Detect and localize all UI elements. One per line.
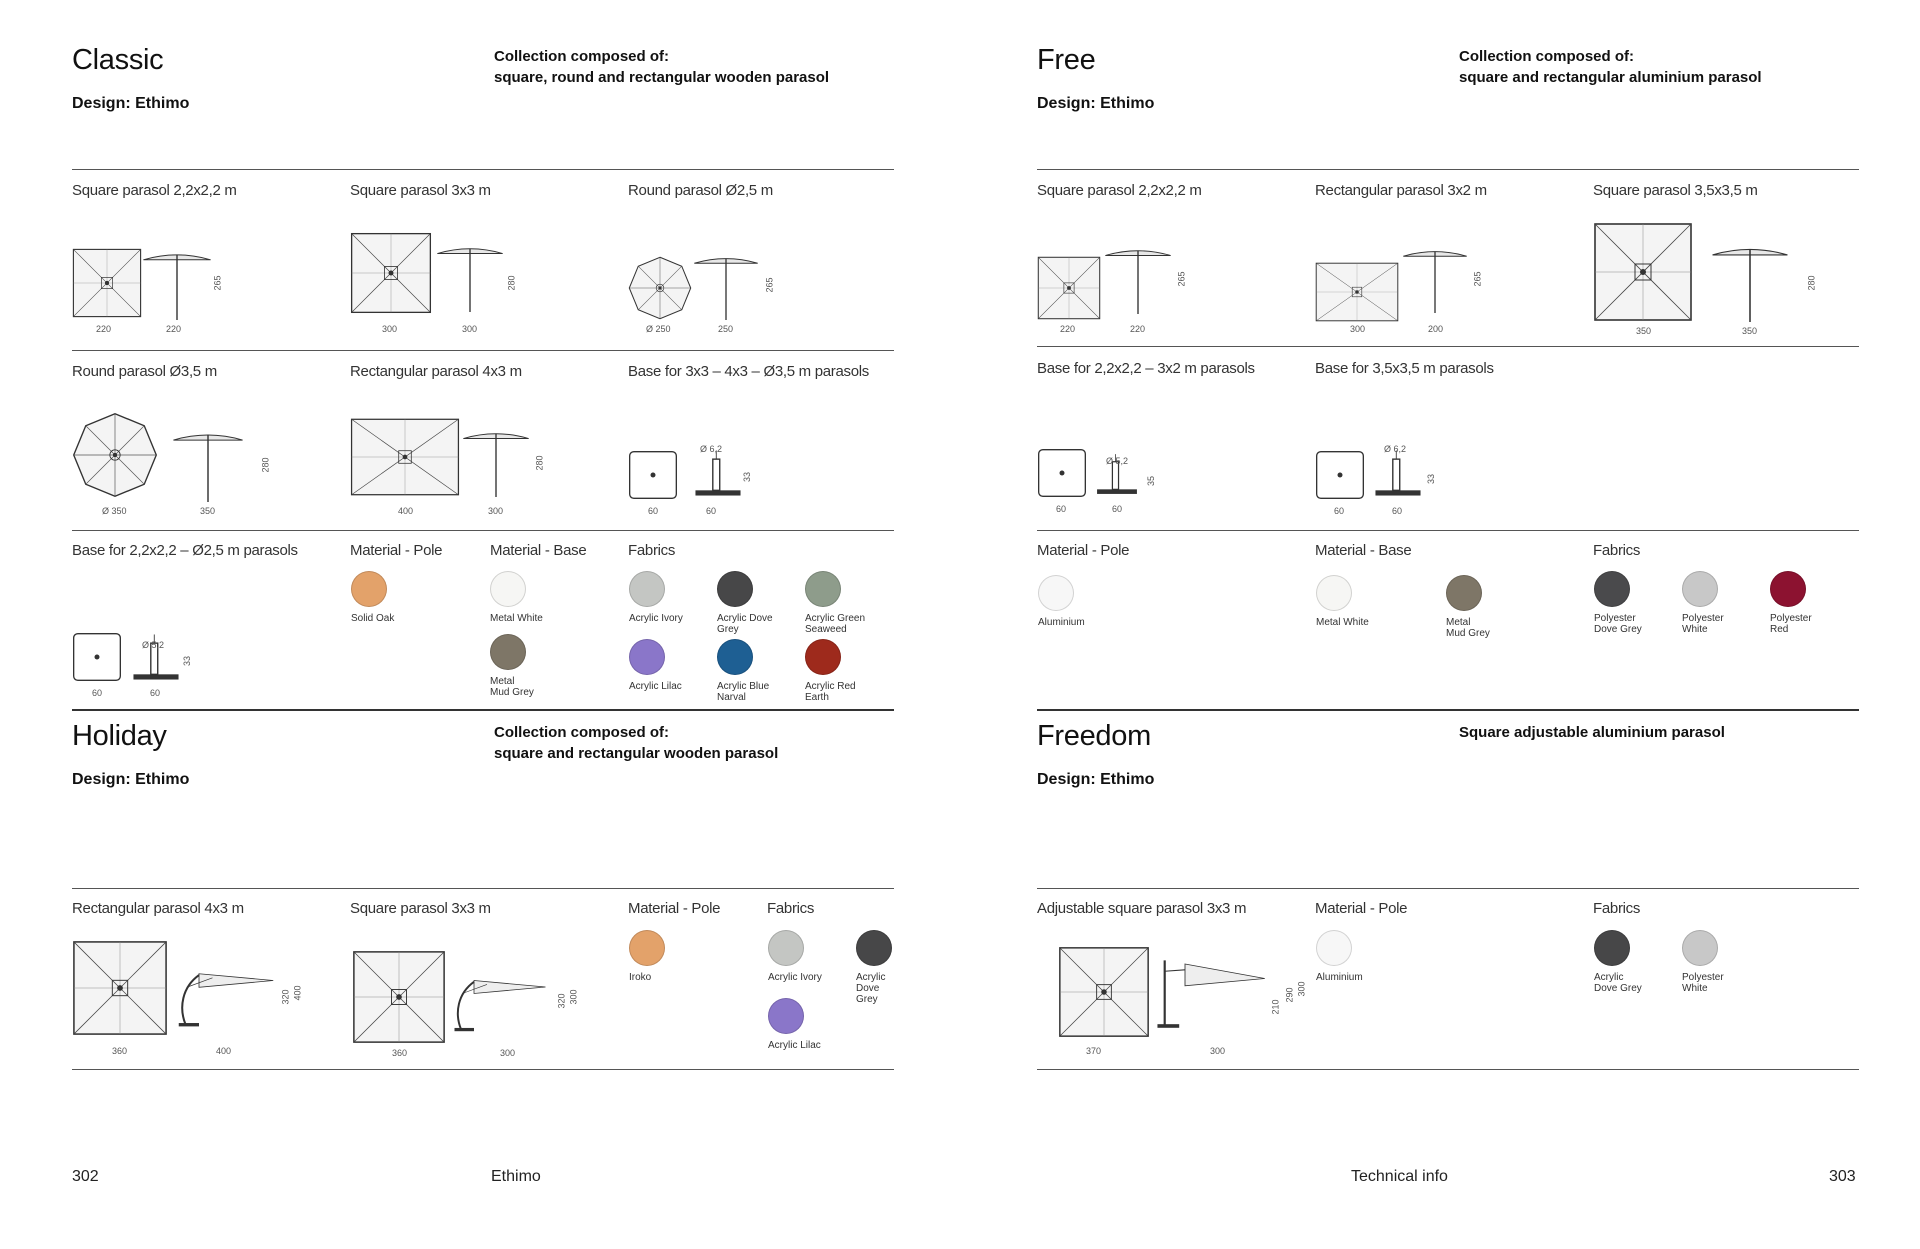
dimension: 265 xyxy=(1472,271,1483,287)
swatch-metal-mud-grey xyxy=(1446,575,1482,611)
parasol-side-icon xyxy=(692,254,760,320)
free-designer: Design: Ethimo xyxy=(1037,95,1155,112)
classic-pole-heading: Material - Pole xyxy=(350,542,443,559)
dimension: 60 xyxy=(1056,504,1067,514)
divider xyxy=(72,169,894,170)
swatch-aluminium xyxy=(1038,575,1074,611)
dimension: 220 xyxy=(96,324,112,334)
dimension: 300 xyxy=(462,324,478,334)
dimension: 300 xyxy=(488,506,504,516)
rectangular-parasol-top-icon xyxy=(350,416,460,498)
dimension: Ø 6,2 xyxy=(700,444,723,454)
classic-item-label: Round parasol Ø3,5 m xyxy=(72,363,217,380)
dimension: 360 xyxy=(392,1048,408,1058)
dimension: Ø 6,2 xyxy=(1384,444,1407,454)
dimension: 33 xyxy=(1426,473,1437,485)
dimension: 300 xyxy=(382,324,398,334)
swatch-label: Acrylic Red Earth xyxy=(805,681,856,703)
dimension: Ø 5,2 xyxy=(142,640,165,650)
dimension: 60 xyxy=(1334,506,1345,516)
divider xyxy=(72,530,894,531)
swatch-label: Polyester White xyxy=(1682,613,1724,635)
round-parasol-top-icon xyxy=(628,256,692,320)
divider xyxy=(72,1069,894,1070)
dimension: 220 xyxy=(166,324,182,334)
dimension: 360 xyxy=(112,1046,128,1056)
swatch-acrylic-dove-grey xyxy=(717,571,753,607)
base-top-icon xyxy=(1037,448,1087,498)
dimension: 290 xyxy=(1284,987,1295,1003)
free-item-label: Base for 3,5x3,5 m parasols xyxy=(1315,360,1494,377)
swatch-solid-oak xyxy=(351,571,387,607)
base-side-icon xyxy=(1372,446,1424,500)
parasol-side-icon xyxy=(164,430,252,502)
swatch-label: Aluminium xyxy=(1038,617,1085,628)
divider xyxy=(72,888,894,889)
free-collection-desc: square and rectangular aluminium parasol xyxy=(1459,69,1762,86)
swatch-label: Solid Oak xyxy=(351,613,395,624)
freedom-item-label: Adjustable square parasol 3x3 m xyxy=(1037,900,1247,917)
classic-base-heading: Material - Base xyxy=(490,542,587,559)
swatch-label: Aluminium xyxy=(1316,972,1363,983)
dimension: 300 xyxy=(1296,981,1307,997)
classic-item-label: Round parasol Ø2,5 m xyxy=(628,182,773,199)
swatch-iroko xyxy=(629,930,665,966)
swatch-acrylic-dove-grey xyxy=(1594,930,1630,966)
dimension: 300 xyxy=(568,989,579,1005)
swatch-label: Metal White xyxy=(490,613,543,624)
swatch-acrylic-dove-grey xyxy=(856,930,892,966)
dimension: 60 xyxy=(706,506,717,516)
dimension: 300 xyxy=(1350,324,1366,334)
holiday-item-label: Rectangular parasol 4x3 m xyxy=(72,900,244,917)
swatch-label: Metal Mud Grey xyxy=(490,676,534,698)
dimension: 280 xyxy=(1806,275,1817,291)
swatch-aluminium xyxy=(1316,930,1352,966)
swatch-acrylic-blue-narval xyxy=(717,639,753,675)
parasol-side-icon xyxy=(462,426,530,500)
swatch-label: Metal Mud Grey xyxy=(1446,617,1490,639)
dimension: 320 xyxy=(280,989,291,1005)
swatch-label: Metal White xyxy=(1316,617,1369,628)
round-parasol-top-icon xyxy=(72,412,158,498)
swatch-label: Acrylic Dove Grey xyxy=(1594,972,1642,994)
dimension: 60 xyxy=(1112,504,1123,514)
divider xyxy=(1037,530,1859,531)
swatch-metal-white xyxy=(490,571,526,607)
divider xyxy=(72,350,894,351)
square-parasol-top-icon xyxy=(1058,946,1150,1038)
freedom-pole-heading: Material - Pole xyxy=(1315,900,1408,917)
freedom-title: Freedom xyxy=(1037,720,1151,752)
freedom-designer: Design: Ethimo xyxy=(1037,771,1155,788)
dimension: 33 xyxy=(742,471,753,483)
holiday-designer: Design: Ethimo xyxy=(72,771,190,788)
dimension: 220 xyxy=(1130,324,1146,334)
free-item-label: Base for 2,2x2,2 – 3x2 m parasols xyxy=(1037,360,1255,377)
swatch-acrylic-green-seaweed xyxy=(805,571,841,607)
dimension: 350 xyxy=(1742,326,1758,336)
swatch-label: Acrylic Ivory xyxy=(629,613,683,624)
holiday-fabrics-heading: Fabrics xyxy=(767,900,815,917)
classic-item-label: Base for 3x3 – 4x3 – Ø3,5 m parasols xyxy=(628,363,869,380)
holiday-collection-head: Collection composed of: xyxy=(494,724,670,741)
parasol-side-icon xyxy=(1104,240,1172,320)
base-top-icon xyxy=(628,450,678,500)
cantilever-parasol-side-icon xyxy=(172,952,280,1036)
dimension: 280 xyxy=(534,455,545,471)
holiday-pole-heading: Material - Pole xyxy=(628,900,721,917)
footer-brand: Ethimo xyxy=(491,1168,541,1185)
page-number-right: 303 xyxy=(1829,1168,1856,1185)
classic-item-label: Base for 2,2x2,2 – Ø2,5 m parasols xyxy=(72,542,298,559)
freedom-fabrics-heading: Fabrics xyxy=(1593,900,1641,917)
divider xyxy=(1037,888,1859,889)
dimension: Ø 350 xyxy=(102,506,127,516)
free-item-label: Square parasol 2,2x2,2 m xyxy=(1037,182,1202,199)
holiday-collection-desc: square and rectangular wooden parasol xyxy=(494,745,779,762)
free-item-label: Square parasol 3,5x3,5 m xyxy=(1593,182,1758,199)
dimension: Ø 250 xyxy=(646,324,671,334)
cantilever-parasol-side-icon xyxy=(448,958,552,1042)
adjustable-parasol-side-icon xyxy=(1156,946,1272,1040)
dimension: 60 xyxy=(648,506,659,516)
swatch-polyester-white xyxy=(1682,930,1718,966)
parasol-side-icon xyxy=(1698,244,1802,322)
dimension: 400 xyxy=(398,506,414,516)
parasol-side-icon xyxy=(436,242,504,314)
swatch-metal-white xyxy=(1316,575,1352,611)
dimension: 220 xyxy=(1060,324,1076,334)
classic-item-label: Square parasol 3x3 m xyxy=(350,182,491,199)
base-side-icon xyxy=(692,446,744,500)
holiday-item-label: Square parasol 3x3 m xyxy=(350,900,491,917)
free-collection xyxy=(1459,46,1762,88)
swatch-label: Acrylic Blue Narval xyxy=(717,681,770,703)
free-fabrics-heading: Fabrics xyxy=(1593,542,1641,559)
swatch-label: Acrylic Lilac xyxy=(629,681,682,692)
classic-item-label: Rectangular parasol 4x3 m xyxy=(350,363,522,380)
holiday-collection xyxy=(494,722,778,764)
classic-collection xyxy=(494,46,829,88)
dimension: 350 xyxy=(1636,326,1652,336)
swatch-acrylic-ivory xyxy=(629,571,665,607)
base-top-icon xyxy=(1315,450,1365,500)
swatch-acrylic-lilac xyxy=(768,998,804,1034)
dimension: 33 xyxy=(182,655,193,667)
swatch-label: Iroko xyxy=(629,972,652,983)
free-item-label: Rectangular parasol 3x2 m xyxy=(1315,182,1487,199)
dimension: 300 xyxy=(500,1048,516,1058)
dimension: 35 xyxy=(1146,475,1157,487)
square-parasol-top-icon xyxy=(352,950,446,1044)
dimension: 265 xyxy=(1176,271,1187,287)
base-top-icon xyxy=(72,632,122,682)
dimension: 370 xyxy=(1086,1046,1102,1056)
swatch-label: Polyester Red xyxy=(1770,613,1812,635)
square-parasol-top-icon xyxy=(350,232,432,314)
dimension: 265 xyxy=(764,277,775,293)
dimension: 400 xyxy=(216,1046,232,1056)
dimension: 210 xyxy=(1270,999,1281,1015)
dimension: 320 xyxy=(556,993,567,1009)
classic-designer: Design: Ethimo xyxy=(72,95,190,112)
free-pole-heading: Material - Pole xyxy=(1037,542,1130,559)
free-collection-head: Collection composed of: xyxy=(1459,48,1635,65)
classic-item-label: Square parasol 2,2x2,2 m xyxy=(72,182,237,199)
swatch-acrylic-red-earth xyxy=(805,639,841,675)
freedom-collection-desc: Square adjustable aluminium parasol xyxy=(1459,724,1725,741)
square-parasol-top-icon xyxy=(72,940,168,1036)
free-base-heading: Material - Base xyxy=(1315,542,1412,559)
swatch-label: Polyester White xyxy=(1682,972,1724,994)
dimension: 250 xyxy=(718,324,734,334)
swatch-label: Acrylic Lilac xyxy=(768,1040,821,1051)
dimension: 265 xyxy=(212,275,223,291)
swatch-polyester-red xyxy=(1770,571,1806,607)
square-parasol-top-icon xyxy=(72,248,142,318)
holiday-title: Holiday xyxy=(72,720,167,752)
dimension: 350 xyxy=(200,506,216,516)
base-side-icon xyxy=(130,630,182,684)
dimension: 60 xyxy=(1392,506,1403,516)
dimension: 60 xyxy=(92,688,103,698)
classic-collection-desc: square, round and rectangular wooden parasol xyxy=(494,69,830,86)
divider xyxy=(1037,169,1859,170)
swatch-acrylic-ivory xyxy=(768,930,804,966)
swatch-label: Acrylic Dove Grey xyxy=(856,972,886,1005)
footer-section: Technical info xyxy=(1351,1168,1448,1185)
classic-fabrics-heading: Fabrics xyxy=(628,542,676,559)
rectangular-parasol-top-icon xyxy=(1315,262,1399,322)
dimension: 400 xyxy=(292,985,303,1001)
parasol-side-icon xyxy=(1402,240,1468,320)
square-parasol-top-icon xyxy=(1037,256,1101,320)
classic-title: Classic xyxy=(72,44,164,76)
swatch-label: Acrylic Ivory xyxy=(768,972,822,983)
dimension: 200 xyxy=(1428,324,1444,334)
swatch-polyester-dove-grey xyxy=(1594,571,1630,607)
divider xyxy=(1037,346,1859,347)
page-number-left: 302 xyxy=(72,1168,99,1185)
swatch-polyester-white xyxy=(1682,571,1718,607)
section-divider xyxy=(1037,709,1859,711)
dimension: 300 xyxy=(1210,1046,1226,1056)
parasol-side-icon xyxy=(142,250,212,320)
dimension: 280 xyxy=(260,457,271,473)
square-parasol-top-icon xyxy=(1593,222,1693,322)
dimension: Ø 5,2 xyxy=(1106,456,1129,466)
dimension: 280 xyxy=(506,275,517,291)
dimension: 60 xyxy=(150,688,161,698)
free-title: Free xyxy=(1037,44,1096,76)
swatch-metal-mud-grey xyxy=(490,634,526,670)
swatch-acrylic-lilac xyxy=(629,639,665,675)
section-divider xyxy=(72,709,894,711)
swatch-label: Polyester Dove Grey xyxy=(1594,613,1642,635)
swatch-label: Acrylic Green Seaweed xyxy=(805,613,866,635)
swatch-label: Acrylic Dove Grey xyxy=(717,613,773,635)
classic-collection-head: Collection composed of: xyxy=(494,48,670,65)
divider xyxy=(1037,1069,1859,1070)
